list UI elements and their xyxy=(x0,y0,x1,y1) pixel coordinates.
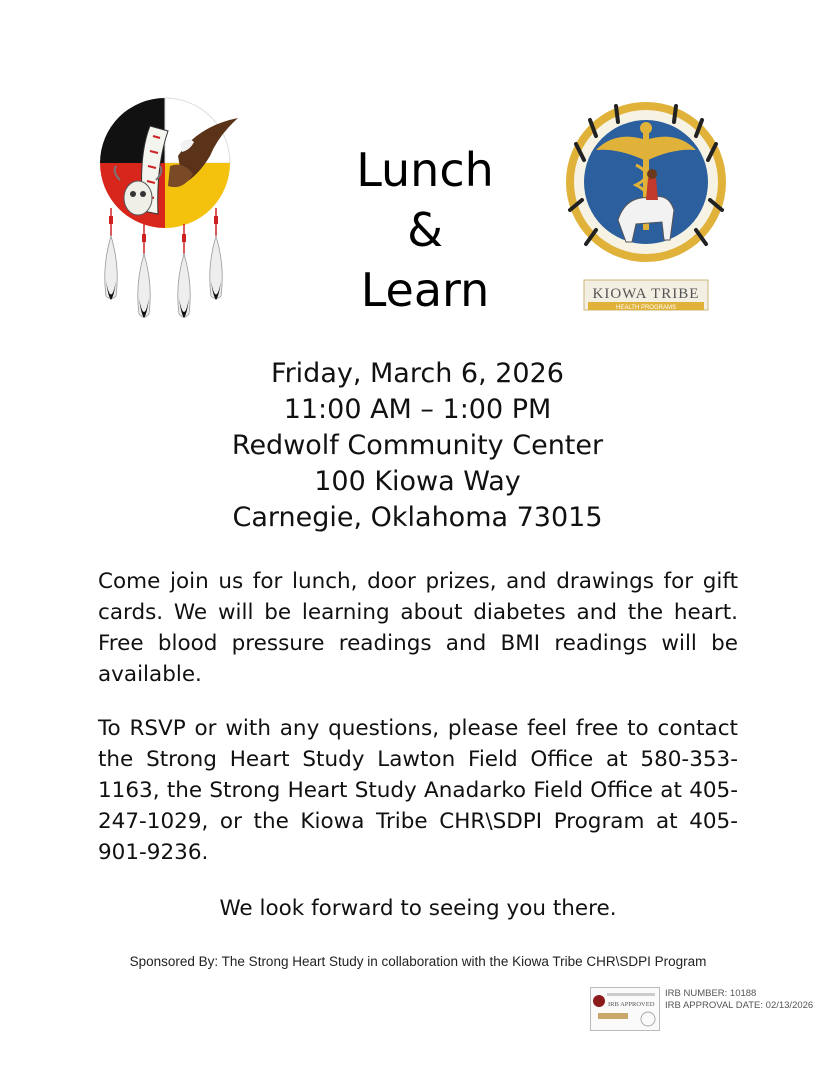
description-paragraph: Come join us for lunch, door prizes, and drawings for gift cards. We will be learning about diabetes and the heart. Free blood pressure readings and BMI readings will be available. xyxy=(98,569,738,687)
irb-seal-label: IRB APPROVED xyxy=(608,1001,655,1008)
event-time: 11:00 AM – 1:00 PM xyxy=(283,394,552,425)
title-line-3: Learn xyxy=(360,263,490,317)
title-line-2: & xyxy=(407,203,443,257)
event-street: 100 Kiowa Way xyxy=(314,466,521,497)
title-line-1: Lunch xyxy=(356,143,494,197)
irb-number: IRB NUMBER: 10188 xyxy=(665,988,757,999)
event-details xyxy=(150,356,685,536)
irb-approval-seal xyxy=(590,987,660,1031)
event-venue: Redwolf Community Center xyxy=(231,430,604,461)
rsvp-paragraph: To RSVP or with any questions, please feel free to contact the Strong Heart Study Lawton Field Office at 580-353-1163, the Strong Heart Study Anadarko Field Office at 405-247-1029, or the Kiowa Tribe CHR\SDPI Program at 405-901-9236. xyxy=(98,716,738,865)
medicine-wheel-logo xyxy=(98,96,243,326)
sponsor-line: Sponsored By: The Strong Heart Study in collaboration with the Kiowa Tribe CHR\SDPI Program xyxy=(129,954,707,969)
kiowa-logo-caption: KIOWA TRIBE xyxy=(592,286,700,302)
irb-info xyxy=(665,988,813,1012)
kiowa-logo-subcaption: HEALTH PROGRAMS xyxy=(616,305,676,311)
event-date: Friday, March 6, 2026 xyxy=(271,358,564,389)
event-city: Carnegie, Oklahoma 73015 xyxy=(232,502,603,533)
kiowa-tribe-health-logo xyxy=(556,100,736,325)
event-title xyxy=(300,140,550,320)
closing-line: We look forward to seeing you there. xyxy=(219,896,617,921)
irb-approval-date: IRB APPROVAL DATE: 02/13/2026 xyxy=(665,1000,814,1011)
